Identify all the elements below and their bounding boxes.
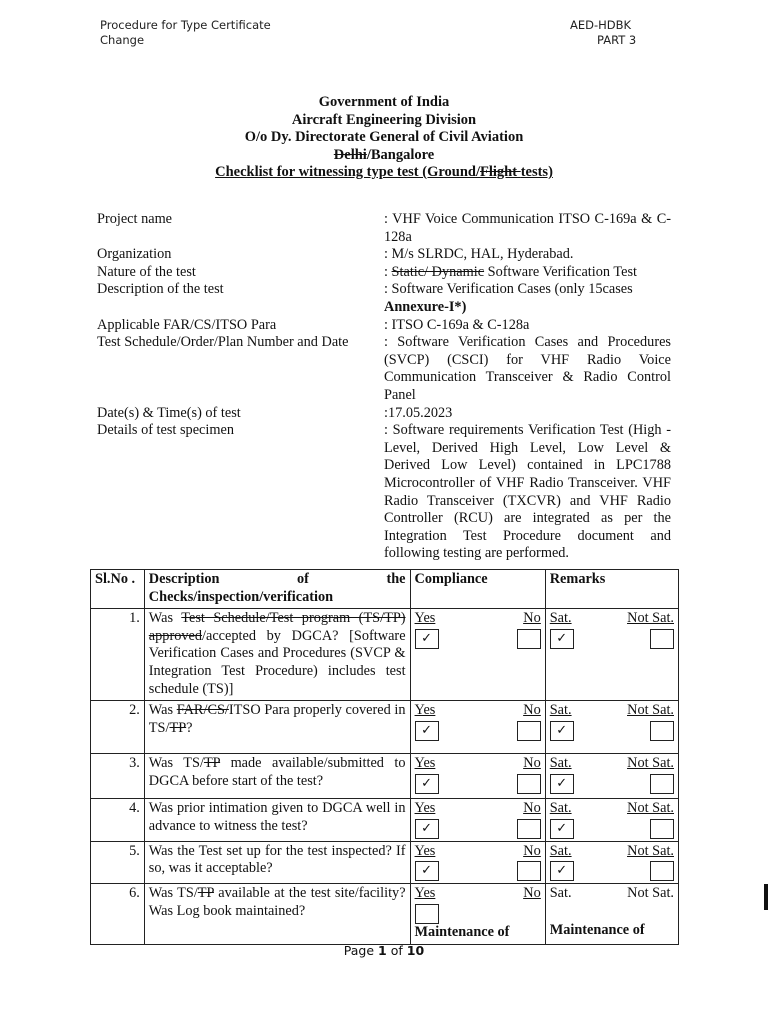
page-word: Page <box>343 943 375 958</box>
remarks-cell <box>545 884 678 944</box>
q-struck: TP <box>203 755 221 772</box>
remarks-boxes <box>550 629 674 649</box>
maintenance-label <box>415 924 541 942</box>
remarks-options <box>550 843 674 861</box>
q-text: Was TS/ <box>148 755 204 772</box>
field-label: Test Schedule/Order/Plan Number and Date <box>97 334 349 351</box>
row-number: 3. <box>91 754 145 799</box>
field-value <box>384 281 671 316</box>
edge-mark <box>764 884 768 910</box>
field-applicable-para <box>97 317 677 335</box>
yes-label: Yes <box>414 755 436 772</box>
maintenance-text: Maintenance of <box>414 923 510 940</box>
yes-checkbox[interactable]: ✓ <box>415 819 439 839</box>
sat-checkbox[interactable]: ✓ <box>550 721 574 741</box>
remarks-cell <box>545 609 678 701</box>
compliance-cell <box>410 799 545 842</box>
q-text: made available/submitted to DGCA before start of the test? <box>148 755 406 789</box>
remarks-cell <box>545 754 678 799</box>
header-compliance: Compliance <box>410 570 545 609</box>
sat-label: Sat. <box>549 800 572 817</box>
desc-value: : Software Verification Cases (only 15cases <box>384 281 633 298</box>
row-number: 5. <box>91 841 145 884</box>
field-label: Organization <box>97 246 172 263</box>
table-row <box>91 609 679 701</box>
no-checkbox[interactable] <box>517 721 541 741</box>
field-label: Description of the test <box>97 281 224 298</box>
sat-checkbox[interactable]: ✓ <box>550 861 574 881</box>
row-number: 6. <box>91 884 145 944</box>
field-value: : Software Verification Cases and Procedures (SVCP) (CSCI) for VHF Radio Voice Communication Transceiver & Radio Control Panel <box>384 334 671 403</box>
not-sat-label: Not Sat. <box>627 702 674 719</box>
table-row <box>91 701 679 754</box>
not-sat-checkbox[interactable] <box>650 819 674 839</box>
maintenance-label: Maintenance of <box>549 921 645 938</box>
checklist-title-a: Checklist for witnessing type test (Ground/ <box>215 164 480 180</box>
not-sat-label: Not Sat. <box>627 800 674 817</box>
q-text: ITSO Para properly covered in TS/ <box>148 702 406 736</box>
field-value: :17.05.2023 <box>384 404 453 421</box>
sat-label: Sat. <box>549 755 572 772</box>
q-struck: TP <box>197 885 214 902</box>
header-description: Description of the Checks/inspection/verification <box>144 570 410 609</box>
title-block <box>90 94 678 182</box>
checklist-table <box>90 569 679 945</box>
compliance-boxes <box>415 629 541 649</box>
checklist-title-struck: Flight <box>480 164 521 180</box>
row-question: Was prior intimation given to DGCA well in advance to witness the test? <box>144 799 410 842</box>
field-label: Nature of the test <box>97 263 196 280</box>
remarks-options <box>550 755 674 773</box>
q-struck: TP <box>169 719 187 736</box>
field-value: : Software requirements Verification Test (High -Level, Derived High Level, Low Level & Derived Low Level) contained in LPC1788 Microcontroller of VHF Radio Transceiver. VHF Radio Transceiver (TXCVR) and VHF Radio Controller (RCU) are integrated as per the Integration Test Procedure document and following testing are performed. <box>384 422 671 562</box>
sat-label: Sat. <box>549 702 572 719</box>
field-value: : M/s SLRDC, HAL, Hyderabad. <box>384 246 574 263</box>
compliance-options <box>415 800 541 818</box>
q-text: Was TS/ <box>148 885 198 902</box>
sat-label: Sat. <box>549 842 572 859</box>
row-question <box>144 609 410 701</box>
table-row <box>91 841 679 884</box>
compliance-options <box>415 702 541 720</box>
field-value: : VHF Voice Communication ITSO C-169a & C-128a <box>384 211 671 245</box>
q-text: available at the test site/facility? Was Log book maintained? <box>148 885 406 919</box>
compliance-boxes <box>415 721 541 741</box>
not-sat-label: Not Sat. <box>627 842 674 859</box>
field-description <box>97 281 677 316</box>
nature-prefix: : <box>384 263 392 280</box>
yes-checkbox[interactable]: ✓ <box>415 774 439 794</box>
sat-label: Sat. <box>549 610 572 627</box>
compliance-cell <box>410 701 545 754</box>
no-checkbox[interactable] <box>517 629 541 649</box>
page-total: 10 <box>406 943 425 958</box>
q-struck: Test Schedule/Test program (TS/TP) <box>181 610 406 627</box>
compliance-options <box>415 610 541 628</box>
checklist-title <box>90 164 678 182</box>
annexure-ref: Annexure-I*) <box>384 298 467 315</box>
row-question <box>144 754 410 799</box>
nature-rest: Software Verification Test <box>484 263 637 280</box>
no-label: No <box>523 610 541 627</box>
yes-label: Yes <box>414 610 436 627</box>
field-label: Details of test specimen <box>97 422 234 439</box>
row-number: 2. <box>91 701 145 754</box>
row-question <box>144 701 410 754</box>
not-sat-checkbox[interactable] <box>650 861 674 881</box>
sat-label: Sat. <box>549 885 572 902</box>
q-text: ? <box>186 719 193 736</box>
compliance-boxes <box>415 861 541 881</box>
field-nature <box>97 264 677 282</box>
compliance-options <box>415 755 541 773</box>
header-part: PART 3 <box>597 33 637 47</box>
yes-checkbox[interactable]: ✓ <box>415 629 439 649</box>
remarks-boxes <box>550 721 674 741</box>
table-header-row <box>91 570 679 609</box>
page-number: 1 <box>378 943 387 958</box>
no-label: No <box>523 885 541 902</box>
nature-struck: Static/ Dynamic <box>391 263 485 280</box>
compliance-cell <box>410 841 545 884</box>
remarks-cell <box>545 799 678 842</box>
no-label: No <box>523 842 541 859</box>
city: /Bangalore <box>366 146 435 163</box>
row-number: 4. <box>91 799 145 842</box>
remarks-cell <box>545 701 678 754</box>
remarks-boxes <box>550 774 674 794</box>
struck-city: Delhi <box>333 146 367 163</box>
no-checkbox[interactable] <box>517 774 541 794</box>
row-question <box>144 884 410 944</box>
compliance-cell <box>410 609 545 701</box>
page-footer <box>0 943 768 958</box>
remarks-options <box>550 800 674 818</box>
title-government: Government of India <box>318 94 450 110</box>
field-value <box>384 264 671 282</box>
table-row <box>91 754 679 799</box>
title-division: Aircraft Engineering Division <box>291 111 477 128</box>
not-sat-label: Not Sat. <box>627 885 674 902</box>
row-number: 1. <box>91 609 145 701</box>
field-specimen <box>97 422 677 563</box>
yes-label: Yes <box>414 702 436 719</box>
table-row <box>91 799 679 842</box>
running-header-right <box>570 18 650 48</box>
q-text: Was <box>148 610 182 627</box>
field-label: Project name <box>97 211 173 227</box>
checklist-title-b: tests) <box>520 164 553 180</box>
compliance-cell <box>410 754 545 799</box>
of-word: of <box>390 943 403 958</box>
remarks-options <box>550 885 674 903</box>
compliance-boxes <box>415 819 541 839</box>
compliance-options <box>415 885 541 903</box>
running-header-left <box>100 18 290 48</box>
compliance-boxes <box>415 774 541 794</box>
yes-label: Yes <box>414 842 436 859</box>
sat-checkbox[interactable]: ✓ <box>550 774 574 794</box>
title-location <box>90 147 678 165</box>
sat-checkbox[interactable]: ✓ <box>550 819 574 839</box>
no-label: No <box>523 702 541 719</box>
not-sat-label: Not Sat. <box>627 755 674 772</box>
header-doc-title-1: Procedure for Type Certificate <box>100 18 271 32</box>
q-struck: FAR/CS/ <box>176 702 229 719</box>
remarks-boxes <box>550 861 674 881</box>
field-test-schedule <box>97 334 677 404</box>
yes-checkbox[interactable]: ✓ <box>415 861 439 881</box>
test-details <box>97 211 677 563</box>
field-date <box>97 405 677 423</box>
header-doc-title-2: Change <box>100 33 145 47</box>
remarks-boxes <box>550 819 674 839</box>
compliance-cell <box>410 884 545 944</box>
not-sat-checkbox[interactable] <box>650 774 674 794</box>
yes-checkbox[interactable] <box>415 904 439 924</box>
sat-checkbox[interactable]: ✓ <box>550 629 574 649</box>
remarks-options <box>550 610 674 628</box>
no-checkbox[interactable] <box>517 819 541 839</box>
header-doc-code: AED-HDBK <box>570 18 632 32</box>
field-label: Applicable FAR/CS/ITSO Para <box>97 316 277 333</box>
q-text: Was <box>148 702 177 719</box>
title-directorate: O/o Dy. Directorate General of Civil Aviation <box>244 129 524 145</box>
header-remarks: Remarks <box>545 570 678 609</box>
no-label: No <box>523 755 541 772</box>
compliance-options <box>415 843 541 861</box>
not-sat-checkbox[interactable] <box>650 721 674 741</box>
compliance-boxes <box>415 904 541 924</box>
field-organization <box>97 246 677 264</box>
not-sat-checkbox[interactable] <box>650 629 674 649</box>
header-sl-no: Sl.No . <box>91 570 145 609</box>
remarks-cell <box>545 841 678 884</box>
q-struck: approved <box>148 627 202 644</box>
field-value: : ITSO C-169a & C-128a <box>384 316 530 333</box>
remarks-options <box>550 702 674 720</box>
yes-label: Yes <box>414 800 436 817</box>
row-question: Was the Test set up for the test inspected? If so, was it acceptable? <box>144 841 410 884</box>
not-sat-label: Not Sat. <box>627 610 674 627</box>
no-checkbox[interactable] <box>517 861 541 881</box>
no-label: No <box>523 800 541 817</box>
remarks-spacer <box>550 903 674 922</box>
field-label: Date(s) & Time(s) of test <box>97 404 241 421</box>
yes-label: Yes <box>414 885 436 902</box>
field-project <box>97 211 677 246</box>
yes-checkbox[interactable]: ✓ <box>415 721 439 741</box>
table-row <box>91 884 679 944</box>
q-text: /accepted by DGCA? [Software Verification Cases and Procedures (SVCP & Integration Test Procedure) includes test schedule (TS)] <box>148 627 406 697</box>
